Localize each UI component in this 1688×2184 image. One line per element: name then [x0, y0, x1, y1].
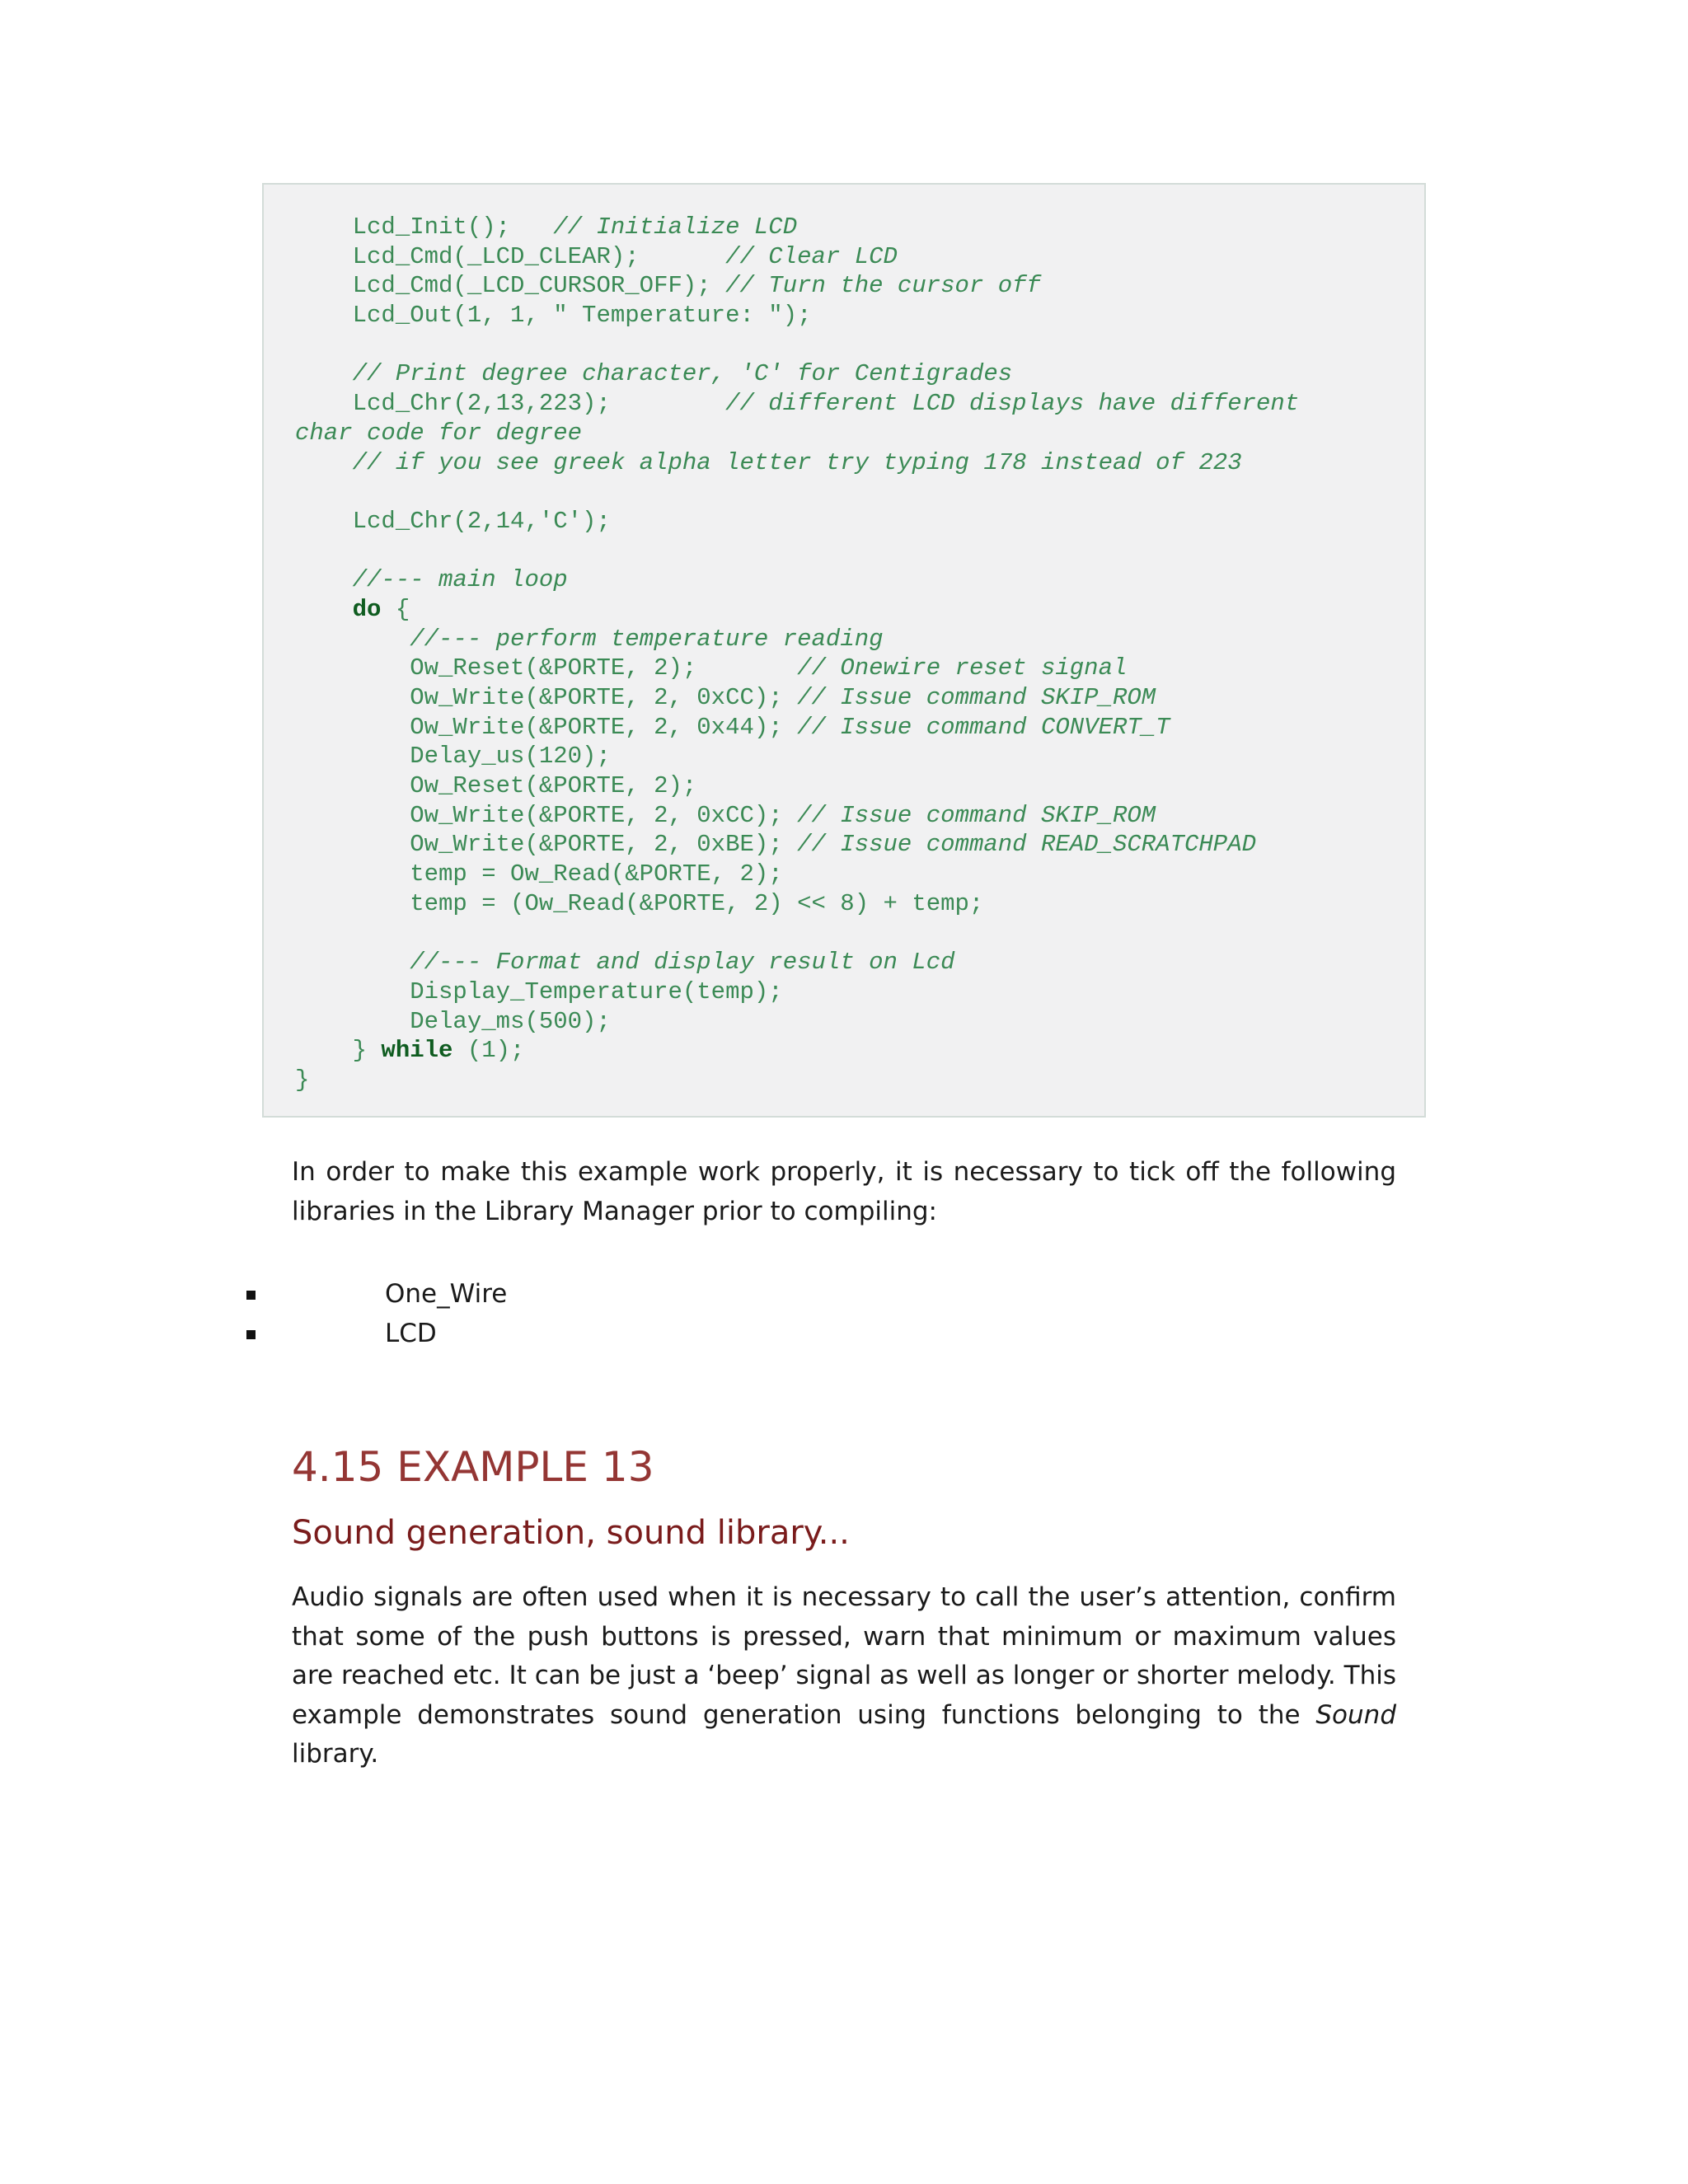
code-line: [295, 301, 1424, 330]
code-line: [295, 830, 1424, 860]
code-text: Lcd_Init();: [295, 213, 554, 241]
code-line: [295, 507, 1424, 537]
code-line: [295, 713, 1424, 743]
code-line: [295, 359, 1424, 389]
code-line: [295, 389, 1424, 419]
code-line: [295, 330, 1424, 360]
code-text: }: [295, 1066, 310, 1094]
library-item-label: LCD: [385, 1318, 437, 1348]
code-text: [295, 360, 353, 387]
code-comment: // Onewire reset signal: [797, 654, 1128, 682]
code-line: [295, 1007, 1424, 1037]
code-line: [295, 242, 1424, 272]
code-text: [295, 626, 410, 653]
library-item-label: One_Wire: [385, 1279, 508, 1309]
code-text: Ow_Reset(&PORTE, 2);: [295, 654, 798, 682]
code-text: Lcd_Cmd(_LCD_CURSOR_OFF);: [295, 272, 726, 300]
code-text: [295, 449, 353, 476]
code-text: Ow_Write(&PORTE, 2, 0x44);: [295, 713, 798, 741]
code-text: [295, 566, 353, 593]
code-line: [295, 654, 1424, 683]
code-line: [295, 1036, 1424, 1066]
code-comment: // Issue command READ_SCRATCHPAD: [797, 831, 1256, 859]
code-line: [295, 595, 1424, 625]
body-text-emphasis: Sound: [1315, 1699, 1396, 1730]
code-line: [295, 742, 1424, 771]
code-line: [295, 213, 1424, 242]
code-line: [295, 271, 1424, 301]
code-line: [295, 948, 1424, 977]
code-comment: // Turn the cursor off: [725, 272, 1041, 300]
code-text: Display_Temperature(temp);: [295, 977, 783, 1005]
code-text: Delay_ms(500);: [295, 1007, 611, 1035]
code-comment: //--- perform temperature reading: [410, 625, 884, 653]
body-text-before: Audio signals are often used when it is necessary to call the user’s attention, confirm that some of the push buttons is pressed, warn that minimum or maximum values are reached etc. It can be just a ‘beep’ signal as well as longer or shorter melody. This example demonstrates sound generation using functions belonging to the: [292, 1582, 1396, 1730]
code-line: [295, 977, 1424, 1007]
code-text: Lcd_Cmd(_LCD_CLEAR);: [295, 242, 726, 270]
code-comment: //--- main loop: [352, 566, 568, 594]
body-paragraph: [292, 1578, 1396, 1774]
code-comment: // Issue command CONVERT_T: [797, 713, 1170, 741]
code-line: [295, 801, 1424, 831]
code-line: [295, 1066, 1424, 1095]
intro-paragraph: In order to make this example work properly, it is necessary to tick off the following libraries in the Library Manager prior to compiling:: [292, 1157, 1396, 1226]
code-listing: [262, 183, 1426, 1118]
code-line: [295, 919, 1424, 949]
code-line: [295, 625, 1424, 654]
code-text: Lcd_Chr(2,13,223);: [295, 390, 726, 418]
sub-heading: Sound generation, sound library...: [292, 1514, 850, 1552]
body-text-after: library.: [292, 1739, 379, 1769]
code-comment: // different LCD displays have different: [725, 390, 1300, 418]
code-keyword: while: [381, 1037, 453, 1065]
code-line: [295, 565, 1424, 595]
code-text: (1);: [452, 1037, 525, 1065]
code-line: [295, 683, 1424, 713]
code-text: Ow_Write(&PORTE, 2, 0xCC);: [295, 684, 798, 711]
code-comment: // Initialize LCD: [553, 213, 798, 241]
code-line: [295, 537, 1424, 566]
code-text: [295, 949, 410, 976]
code-text: Ow_Reset(&PORTE, 2);: [295, 772, 697, 800]
code-text: }: [295, 1037, 382, 1065]
code-text: [295, 596, 353, 623]
code-text: Ow_Write(&PORTE, 2, 0xBE);: [295, 831, 798, 859]
code-line: [295, 860, 1424, 889]
code-comment: // Issue command SKIP_ROM: [797, 684, 1156, 711]
code-text: {: [381, 595, 410, 623]
code-text: Delay_us(120);: [295, 743, 611, 771]
code-line: [295, 889, 1424, 919]
code-text: temp = (Ow_Read(&PORTE, 2) << 8) + temp;: [295, 889, 984, 917]
bullet-marker-icon: [246, 1291, 256, 1300]
code-comment: // Print degree character, 'C' for Centigrades: [352, 360, 1013, 388]
section-heading: 4.15 EXAMPLE 13: [292, 1443, 654, 1491]
code-comment: char code for degree: [295, 419, 583, 447]
code-comment: // if you see greek alpha letter try typing 178 instead of 223: [352, 448, 1242, 476]
code-keyword: do: [352, 595, 382, 623]
code-line: [295, 771, 1424, 801]
code-comment: // Issue command SKIP_ROM: [797, 801, 1156, 829]
code-text: Ow_Write(&PORTE, 2, 0xCC);: [295, 801, 798, 829]
code-line: [295, 419, 1424, 448]
code-text: temp = Ow_Read(&PORTE, 2);: [295, 860, 783, 888]
code-comment: // Clear LCD: [725, 242, 898, 270]
code-comment: //--- Format and display result on Lcd: [410, 949, 955, 977]
code-text: Lcd_Out(1, 1, " Temperature: ");: [295, 302, 812, 330]
code-text: Lcd_Chr(2,14,'C');: [295, 507, 611, 535]
bullet-marker-icon: [246, 1330, 256, 1339]
code-line: [295, 477, 1424, 507]
code-lines: [295, 213, 1424, 1095]
code-line: [295, 448, 1424, 478]
